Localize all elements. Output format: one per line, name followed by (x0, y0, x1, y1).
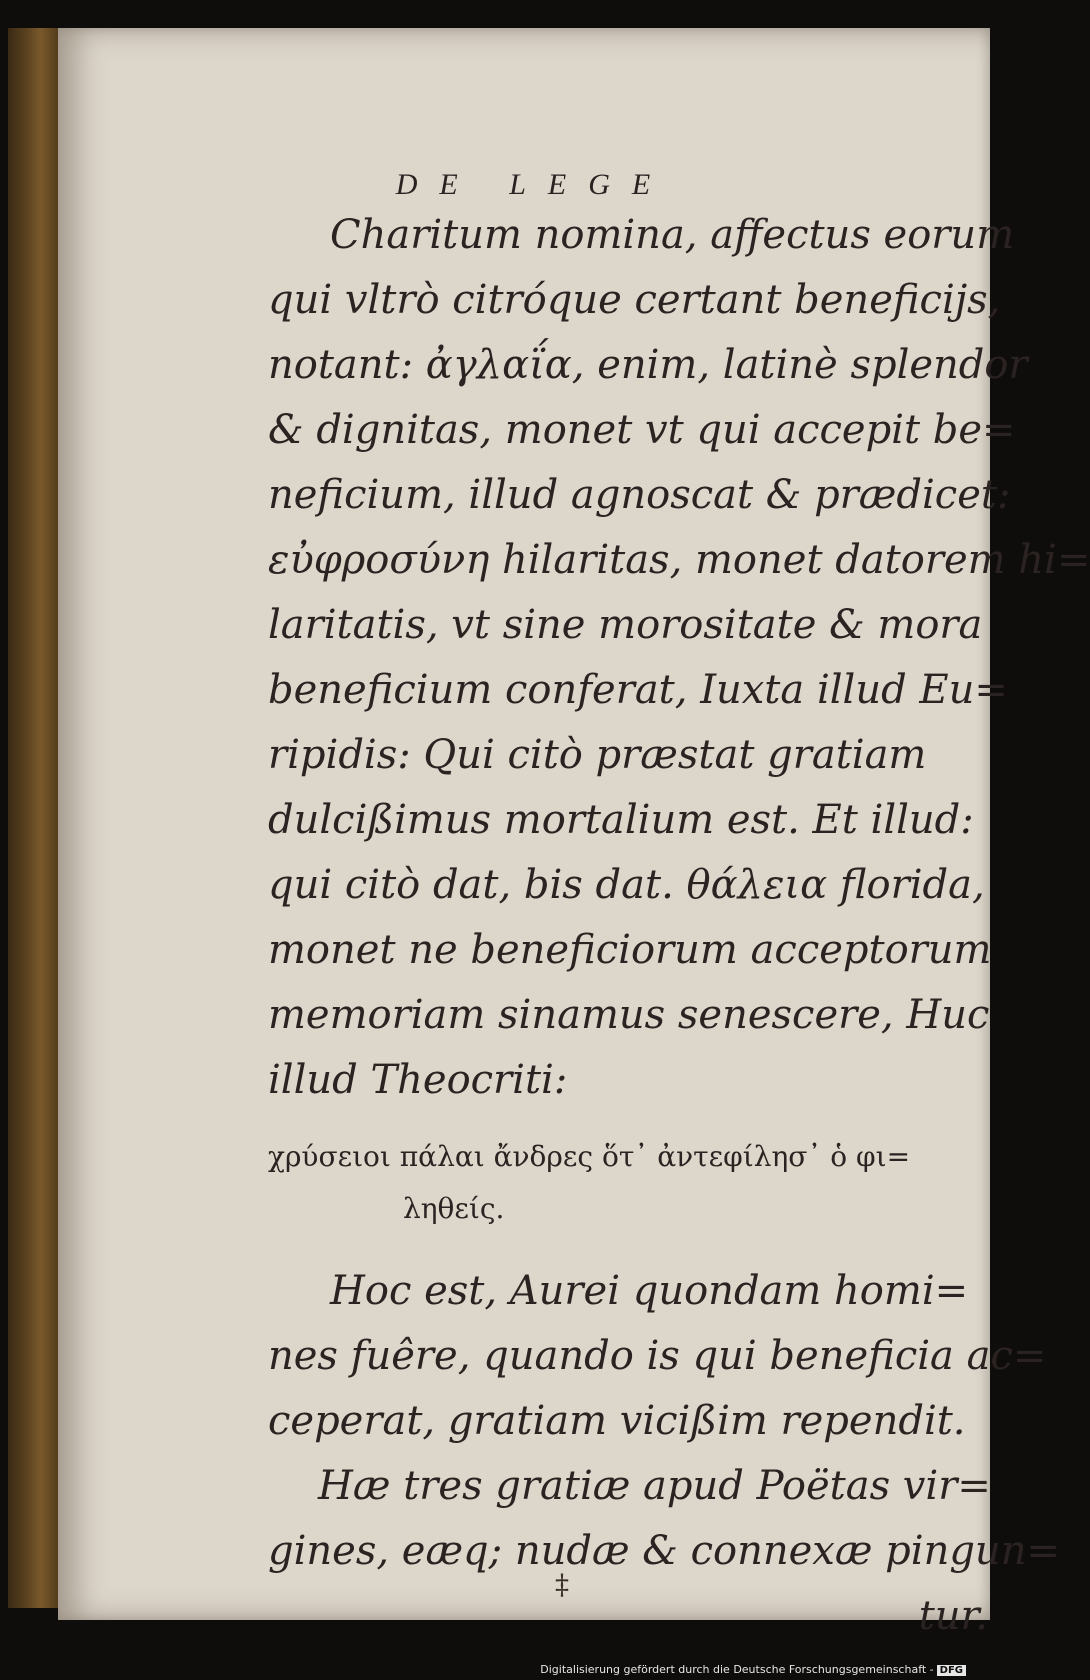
text-line: neficium, illud agnoscat & prædicet: (268, 472, 1011, 518)
greek-line: χρύσειοι πάλαι ἄνδρες ὅτ᾽ ἀντεφίλησ᾽ ὁ φι= (268, 1140, 911, 1173)
credit-text: Digitalisierung gefördert durch die Deutsche Forschungsgemeinschaft - (540, 1663, 934, 1676)
running-head: DE LEGE (395, 168, 673, 201)
text-line: beneficium conferat, Iuxta illud Eu= (268, 667, 1008, 713)
signature-mark: ‡ (555, 1568, 569, 1601)
greek-line: ληθείς. (403, 1192, 505, 1225)
text-line: laritatis, vt sine morositate & mora (268, 602, 983, 648)
text-line: tur. (918, 1593, 988, 1639)
body-text (268, 203, 1090, 1649)
text-line: ripidis: Qui citò præstat gratiam (268, 732, 927, 778)
greek-verse (268, 1131, 1008, 1235)
text-line: Hoc est, Aurei quondam homi= (330, 1268, 969, 1314)
text-line: ceperat, gratiam vicißim rependit. (268, 1398, 966, 1444)
text-line: Charitum nomina, affectus eorum (330, 212, 1015, 258)
text-line: memoriam sinamus senescere, Huc (268, 992, 990, 1038)
text-line: dulcißimus mortalium est. Et illud: (268, 797, 974, 843)
text-line: qui vltrò citróque certant beneficijs, (268, 277, 1001, 323)
digitization-credit (540, 1663, 966, 1676)
text-line: εὐφροσύνη hilaritas, monet datorem hi= (268, 537, 1090, 583)
text-line: illud Theocriti: (268, 1057, 568, 1103)
dfg-logo: DFG (937, 1665, 966, 1676)
text-line: qui citò dat, bis dat. θάλεια florida, (268, 862, 985, 908)
text-line: gines, eæq; nudæ & connexæ pingun= (268, 1528, 1060, 1574)
paragraph-2 (268, 1259, 1047, 1454)
book-edge (8, 28, 62, 1608)
text-line: notant: ἀγλαΐα, enim, latinè splendor (268, 342, 1028, 388)
paragraph-1 (268, 203, 1090, 1113)
text-line: nes fuêre, quando is qui beneficia ac= (268, 1333, 1047, 1379)
text-line: & dignitas, monet vt qui accepit be= (268, 407, 1016, 453)
text-line: monet ne beneficiorum acceptorum (268, 927, 992, 973)
page-sheet (58, 28, 1090, 1639)
text-line: Hæ tres gratiæ apud Poëtas vir= (318, 1463, 991, 1509)
paragraph-3 (268, 1454, 1060, 1649)
